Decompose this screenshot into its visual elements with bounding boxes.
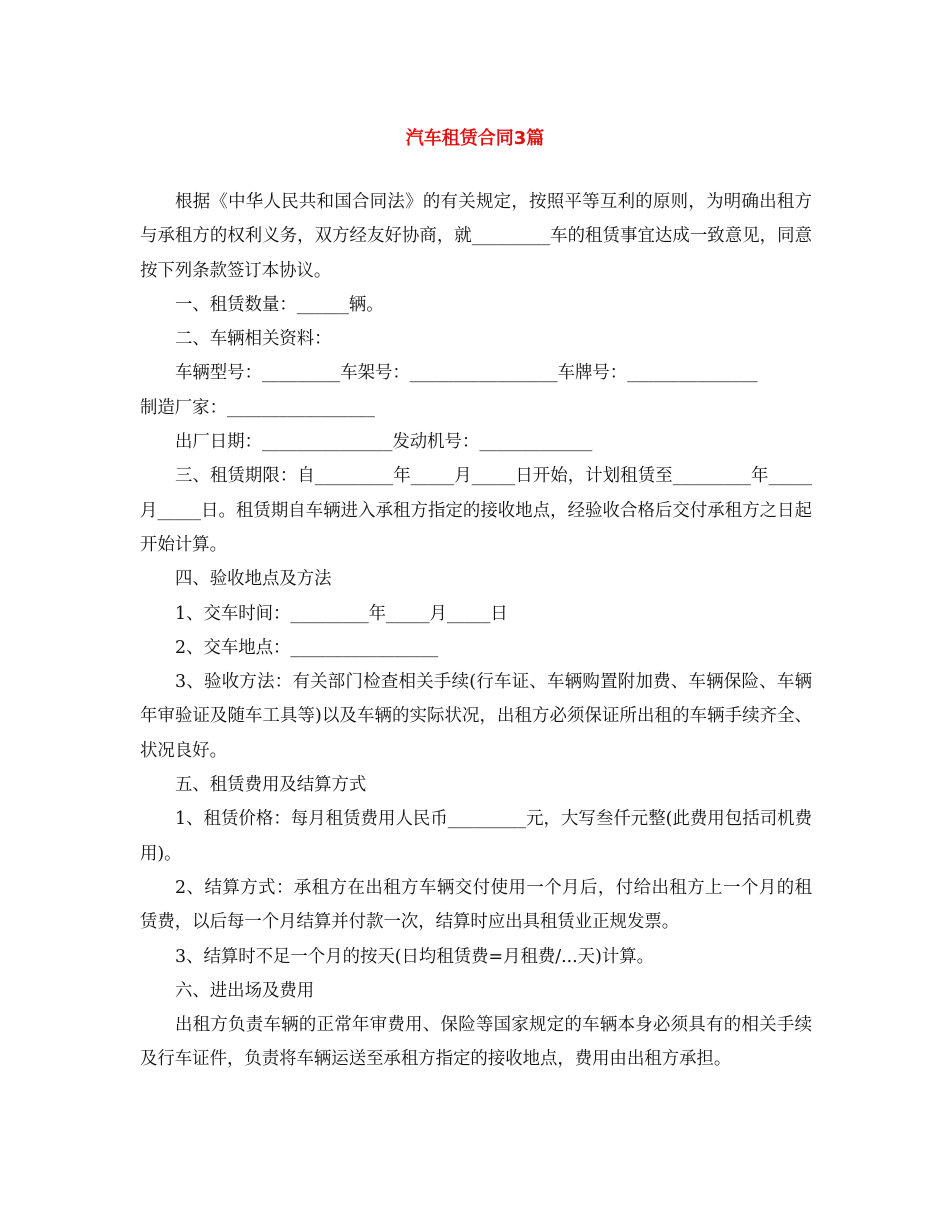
document-body [140,185,812,1077]
clause-1-quantity: 一、租赁数量：______辆。 [175,294,384,315]
clause-6-heading: 六、进出场及费用 [175,980,315,1001]
vehicle-details-line: 车辆型号：_________车架号：_________________车牌号：_______________ [175,363,758,384]
rental-price-paragraph: 1、租赁价格：每月租赁费用人民币_________元，大写叁仟元整(此费用包括司机费用)。 [140,809,812,864]
clause-2-heading: 二、车辆相关资料： [175,329,332,350]
partial-month-line: 3、结算时不足一个月的按天(日均租赁费=月租费/...天)计算。 [175,946,655,967]
entry-exit-paragraph: 出租方负责车辆的正常年审费用、保险等国家规定的车辆本身必须具有的相关手续及行车证件，负责将车辆运送至承租方指定的接收地点，费用由出租方承担。 [140,1015,812,1070]
settlement-method-paragraph: 2、结算方式：承租方在出租方车辆交付使用一个月后，付给出租方上一个月的租赁费，以后每一个月结算并付款一次，结算时应出具租赁业正规发票。 [140,877,812,933]
clause-5-heading: 五、租赁费用及结算方式 [175,775,367,796]
clause-4-heading: 四、验收地点及方法 [175,569,332,590]
delivery-place-line: 2、交车地点：_________________ [175,637,439,658]
production-date-line: 出厂日期：_______________发动机号：_____________ [175,432,593,453]
manufacturer-line: 制造厂家：_________________ [140,397,375,418]
clause-3-term: 三、租赁期限：自_________年_____月_____日开始，计划租赁至_________年_____月_____日。租赁期自车辆进入承租方指定的接收地点，经验收合格后交付承租方之日起开始计算。 [140,466,812,555]
inspection-method-paragraph: 3、验收方法：有关部门检查相关手续(行车证、车辆购置附加费、车辆保险、车辆年审验证及随车工具等)以及车辆的实际状况，出租方必须保证所出租的车辆手续齐全、状况良好。 [140,672,812,761]
delivery-time-line: 1、交车时间：_________年_____月_____日 [175,603,508,624]
document-title: 汽车租赁合同3篇 [405,128,545,149]
intro-paragraph: 根据《中华人民共和国合同法》的有关规定，按照平等互利的原则，为明确出租方与承租方的权利义务，双方经友好协商，就_________车的租赁事宜达成一致意见，同意按下列条款签订本协议。 [140,192,812,281]
